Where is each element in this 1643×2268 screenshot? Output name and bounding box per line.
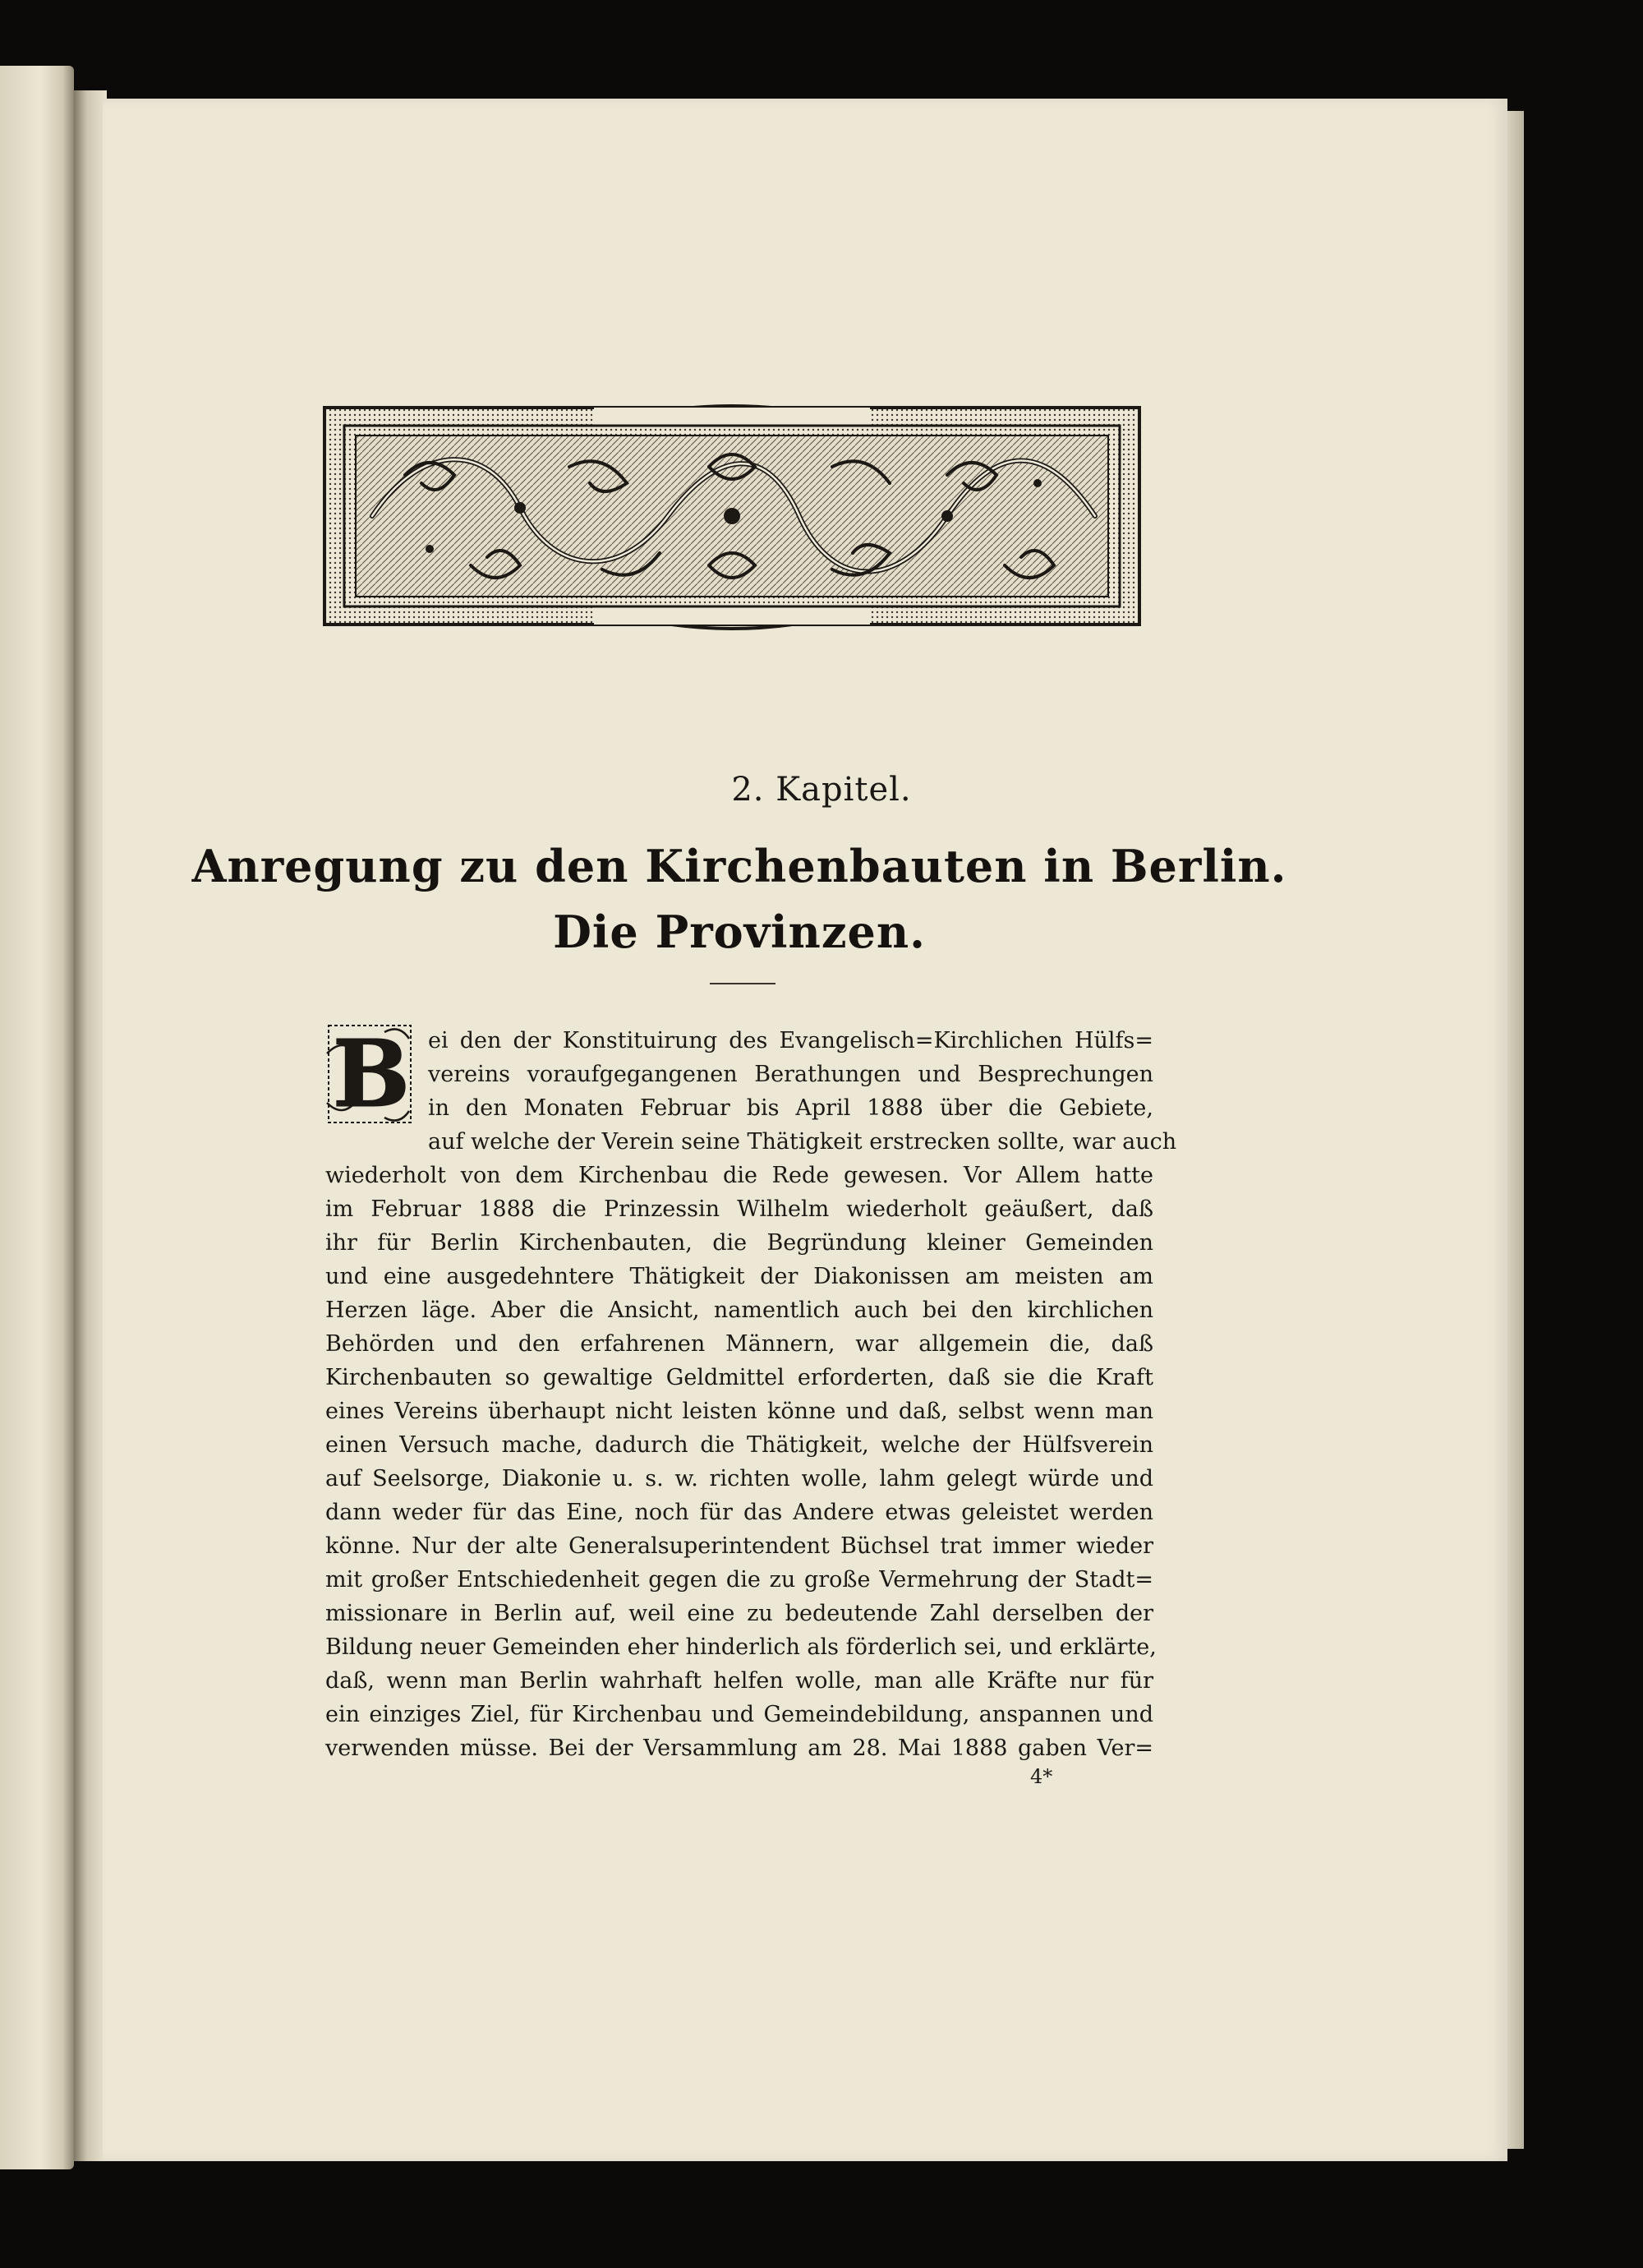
text-line: eines Vereins überhaupt nicht leisten könne und daß, selbst wenn man <box>325 1399 1153 1424</box>
text-line: auf welche der Verein seine Thätigkeit erstrecken sollte, war auch <box>428 1129 1177 1155</box>
page-edge <box>1507 111 1524 2149</box>
left-page-edge <box>0 66 74 2169</box>
text-line: daß, wenn man Berlin wahrhaft helfen wolle, man alle Kräfte nur für <box>325 1668 1153 1694</box>
text-line: Kirchenbauten so gewaltige Geldmittel erforderten, daß sie die Kraft <box>325 1365 1153 1390</box>
text-line: auf Seelsorge, Diakonie u. s. w. richten wolle, lahm gelegt würde und <box>325 1466 1153 1491</box>
book-gutter <box>74 90 107 2161</box>
text-line: und eine ausgedehntere Thätigkeit der Diakonissen am meisten am <box>325 1264 1153 1289</box>
chapter-number: 2. Kapitel. <box>731 771 912 809</box>
text-line: dann weder für das Eine, noch für das Andere etwas geleistet werden <box>325 1500 1153 1525</box>
drop-cap-letter: B <box>332 1021 411 1127</box>
body-text <box>325 1024 1177 1765</box>
signature-mark: 4* <box>1030 1765 1053 1788</box>
text-line: wiederholt von dem Kirchenbau die Rede gewesen. Vor Allem hatte <box>325 1163 1153 1188</box>
text-line: in den Monaten Februar bis April 1888 über die Gebiete, <box>428 1095 1153 1121</box>
text-line: vereins voraufgegangenen Berathungen und Besprechungen <box>428 1062 1153 1087</box>
text-line: könne. Nur der alte Generalsuperintendent Büchsel trat immer wieder <box>325 1533 1153 1559</box>
text-line: Herzen läge. Aber die Ansicht, namentlich auch bei den kirchlichen <box>325 1298 1153 1323</box>
text-line: Behörden und den erfahrenen Männern, war allgemein die, daß <box>325 1331 1153 1357</box>
text-line: einen Versuch mache, dadurch die Thätigkeit, welche der Hülfsverein <box>325 1432 1153 1458</box>
text-line: ihr für Berlin Kirchenbauten, die Begründung kleiner Gemeinden <box>325 1230 1153 1256</box>
chapter-title-line-1: Anregung zu den Kirchenbauten in Berlin. <box>191 840 1287 892</box>
text-line: im Februar 1888 die Prinzessin Wilhelm wiederholt geäußert, daß <box>325 1196 1153 1222</box>
title-divider <box>710 983 775 984</box>
text-line: ei den der Konstituirung des Evangelisch=Kirchlichen Hülfs= <box>428 1028 1153 1053</box>
chapter-title-line-2: Die Provinzen. <box>553 906 926 958</box>
text-line: ein einziges Ziel, für Kirchenbau und Gemeindebildung, anspannen und <box>325 1702 1153 1727</box>
text-line: Bildung neuer Gemeinden eher hinderlich als förderlich sei, und erklärte, <box>325 1634 1157 1660</box>
text-line: missionare in Berlin auf, weil eine zu bedeutende Zahl derselben der <box>325 1601 1153 1626</box>
text-line: mit großer Entschiedenheit gegen die zu große Vermehrung der Stadt= <box>325 1567 1153 1593</box>
headpiece-ornament <box>323 393 1141 641</box>
text-line: verwenden müsse. Bei der Versammlung am 28. Mai 1888 gaben Ver= <box>325 1736 1153 1761</box>
